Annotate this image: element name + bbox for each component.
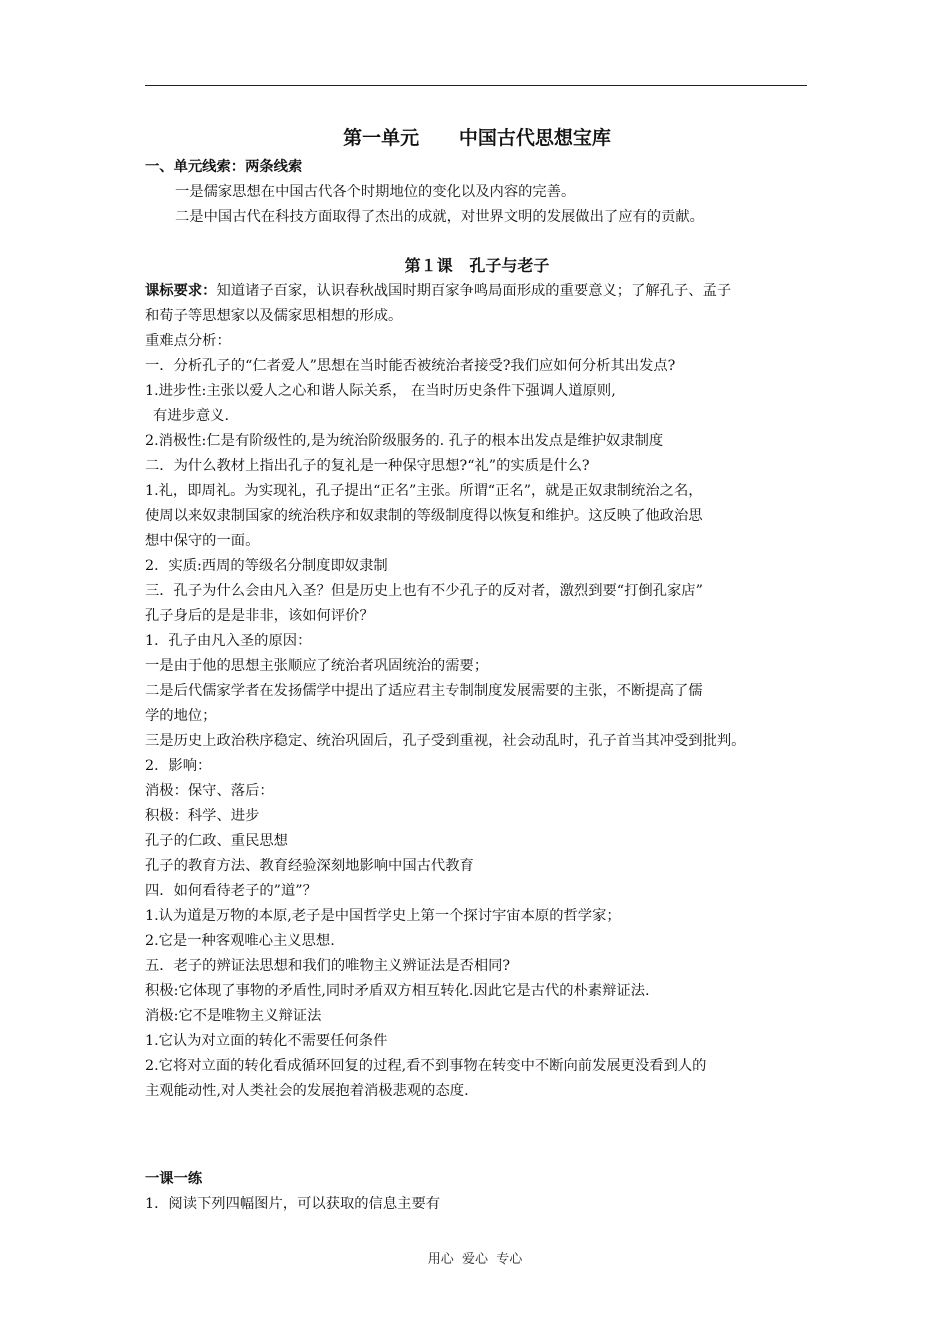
body-line: 2.它是一种客观唯心主义思想. xyxy=(145,933,335,949)
body-line: 使周以来奴隶制国家的统治秩序和奴隶制的等级制度得以恢复和维护。这反映了他政治思 xyxy=(145,508,703,524)
unit-title: 第一单元 中国古代思想宝库 xyxy=(343,127,611,149)
body-line: 2.它将对立面的转化看成循环回复的过程,看不到事物在转变中不断向前发展更没看到人的 xyxy=(145,1058,707,1074)
body-line: 四．如何看待老子的”道”？ xyxy=(145,883,317,899)
lesson-title: 第１课 孔子与老子 xyxy=(404,256,550,275)
body-line: 有进步意义. xyxy=(153,408,230,424)
body-line: 五．老子的辨证法思想和我们的唯物主义辨证法是否相同? xyxy=(145,958,511,974)
document-body xyxy=(145,121,809,1217)
practice-question-1: 1．阅读下列四幅图片，可以获取的信息主要有 xyxy=(145,1196,441,1212)
curriculum-standard-cont: 和荀子等思想家以及儒家思相想的形成。 xyxy=(145,308,403,324)
body-line: 一是由于他的思想主张顺应了统治者巩固统治的需要； xyxy=(145,658,489,674)
practice-heading: 一课一练 xyxy=(145,1171,203,1187)
body-line: 主观能动性,对人类社会的发展抱着消极悲观的态度. xyxy=(145,1083,469,1099)
body-line: 积极:它体现了事物的矛盾性,同时矛盾双方相互转化.因此它是古代的朴素辩证法. xyxy=(145,983,650,999)
body-line: 消极:它不是唯物主义辩证法 xyxy=(145,1008,322,1024)
body-line: 1.它认为对立面的转化不需要任何条件 xyxy=(145,1033,388,1049)
clue-heading: 一、单元线索：两条线索 xyxy=(145,159,303,175)
body-line: 2．实质:西周的等级名分制度即奴隶制 xyxy=(145,558,388,574)
body-line: 2．影响： xyxy=(145,758,212,774)
section-gap xyxy=(145,1104,809,1167)
body-line: 孔子身后的是是非非，该如何评价？ xyxy=(145,608,374,624)
curriculum-standard-text: 知道诸子百家，认识春秋战国时期百家争鸣局面形成的重要意义；了解孔子、孟子 xyxy=(216,283,732,299)
body-line: 2.消极性:仁是有阶级性的,是为统治阶级服务的. 孔子的根本出发点是维护奴隶制度 xyxy=(145,433,664,449)
body-line: 三．孔子为什么会由凡入圣？但是历史上也有不少孔子的反对者，激烈到要“打倒孔家店” xyxy=(145,583,703,599)
analysis-heading: 重难点分析： xyxy=(145,333,231,349)
body-line: 1．孔子由凡入圣的原因： xyxy=(145,633,312,649)
curriculum-standard-label: 课标要求： xyxy=(145,283,217,299)
body-line: 一．分析孔子的“仁者爱人”思想在当时能否被统治者接受?我们应如何分析其出发点? xyxy=(145,358,676,374)
curriculum-standard xyxy=(145,279,809,304)
body-line: 想中保守的一面。 xyxy=(145,533,260,549)
body-line: 学的地位； xyxy=(145,708,217,724)
body-line: 三是历史上政治秩序稳定、统治巩固后，孔子受到重视，社会动乱时，孔子首当其冲受到批判。 xyxy=(145,733,746,749)
body-line: 积极：科学、进步 xyxy=(145,808,260,824)
body-line: 二．为什么教材上指出孔子的复礼是一种保守思想?“礼”的实质是什么? xyxy=(145,458,590,474)
clue-line-2: 二是中国古代在科技方面取得了杰出的成就，对世界文明的发展做出了应有的贡献。 xyxy=(175,209,704,225)
body-line: 二是后代儒家学者在发扬儒学中提出了适应君主专制制度发展需要的主张，不断提高了儒 xyxy=(145,683,703,699)
body-line: 消极：保守、落后： xyxy=(145,783,274,799)
body-line: 孔子的教育方法、教育经验深刻地影响中国古代教育 xyxy=(145,858,474,874)
page-footer: 用心 爱心 专心 xyxy=(427,1252,523,1267)
body-line: 孔子的仁政、重民思想 xyxy=(145,833,288,849)
body-line: 1.认为道是万物的本原,老子是中国哲学史上第一个探讨宇宙本原的哲学家； xyxy=(145,908,621,924)
clue-line-1: 一是儒家思想在中国古代各个时期地位的变化以及内容的完善。 xyxy=(175,184,576,200)
body-line: 1.礼，即周礼。为实现礼，孔子提出“正名”主张。所谓“正名”，就是正奴隶制统治之名， xyxy=(145,483,703,499)
header-rule xyxy=(145,85,807,86)
body-line: 1.进步性:主张以爱人之心和谐人际关系， 在当时历史条件下强调人道原则, xyxy=(145,383,616,399)
